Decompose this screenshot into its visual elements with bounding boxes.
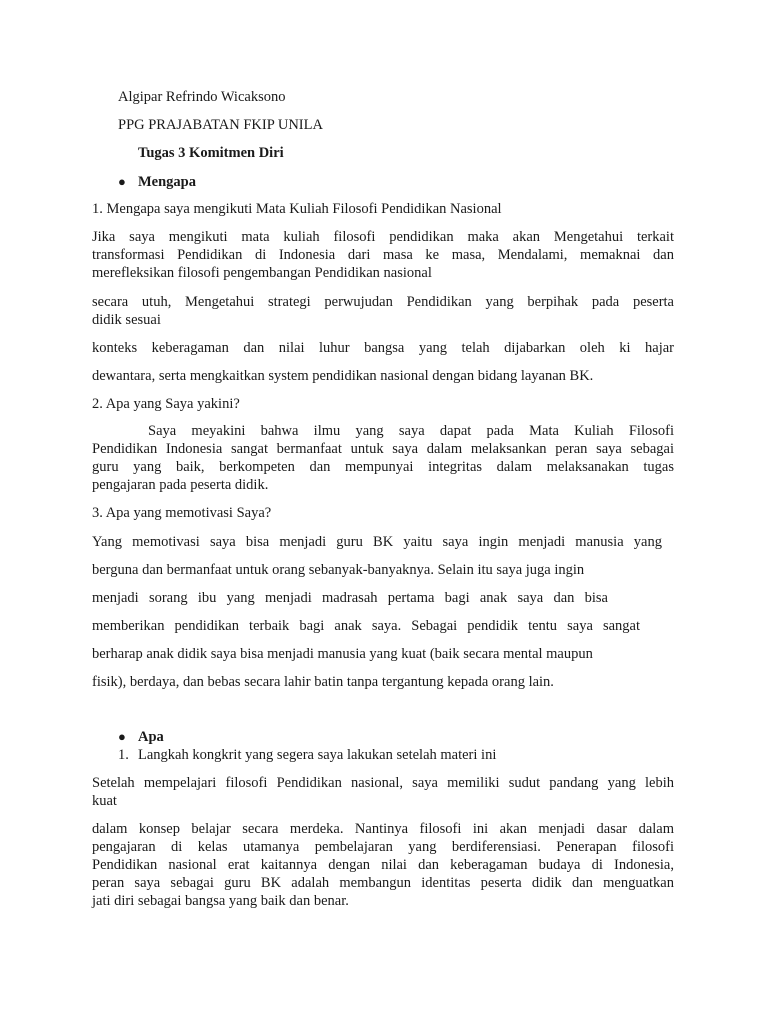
author-name: Algipar Refrindo Wicaksono [118,89,286,105]
answer-1b-line: secara utuh, Mengetahui strategi perwujudan Pendidikan yang berpihak pada peserta [92,294,674,310]
bullet-dot-icon: ● [118,729,126,744]
answer-3-line: berharap anak didik saya bisa menjadi manusia yang kuat (baik secara mental maupun [92,646,593,662]
apa-paragraph-2-line: jati diri sebagai bangsa yang baik dan benar. [92,893,349,909]
answer-3-line: Yang memotivasi saya bisa menjadi guru BK yaitu saya ingin menjadi manusia yang [92,534,662,550]
question-2: 2. Apa yang Saya yakini? [92,396,240,412]
section-heading-apa: Apa [138,729,164,745]
answer-2-line: Saya meyakini bahwa ilmu yang saya dapat pada Mata Kuliah Filosofi [148,423,674,439]
apa-paragraph-2-line: Pendidikan nasional erat kaitannya dengan nilai dan keberagaman budaya di Indonesia, [92,857,674,873]
answer-3-line: menjadi sorang ibu yang menjadi madrasah pertama bagi anak saya dan bisa [92,590,608,606]
answer-1b-line: didik sesuai [92,312,161,328]
apa-paragraph-2-line: pengajaran di kelas utamanya pembelajaran yang berdiferensiasi. Penerapan filosofi [92,839,674,855]
answer-1-line: merefleksikan filosofi pengembangan Pendidikan nasional [92,265,432,281]
answer-2-line: guru yang baik, berkompeten dan mempunyai integritas dalam melaksanakan tugas [92,459,674,475]
answer-3-line: fisik), berdaya, dan bebas secara lahir batin tanpa tergantung kepada orang lain. [92,674,554,690]
bullet-dot-icon: ● [118,174,126,189]
list-item-number: 1. [118,747,129,763]
answer-2-line: Pendidikan Indonesia sangat bermanfaat untuk saya dalam melaksankan peran saya sebagai [92,441,674,457]
answer-3-line: memberikan pendidikan terbaik bagi anak saya. Sebagai pendidik tentu saya sangat [92,618,640,634]
section-heading-mengapa: Mengapa [138,174,196,190]
answer-1c-line: konteks keberagaman dan nilai luhur bangsa yang telah dijabarkan oleh ki hajar [92,340,674,356]
answer-1-line: Jika saya mengikuti mata kuliah filosofi pendidikan maka akan Mengetahui terkait [92,229,674,245]
apa-paragraph-1-line: Setelah mempelajari filosofi Pendidikan nasional, saya memiliki sudut pandang yang lebih [92,775,674,791]
answer-2-line: pengajaran pada peserta didik. [92,477,269,493]
document-title: Tugas 3 Komitmen Diri [138,145,284,161]
answer-1-line: transformasi Pendidikan di Indonesia dari masa ke masa, Mendalami, memaknai dan [92,247,674,263]
answer-1d-line: dewantara, serta mengkaitkan system pendidikan nasional dengan bidang layanan BK. [92,368,594,384]
list-item-text: Langkah kongkrit yang segera saya lakukan setelah materi ini [138,747,497,763]
apa-paragraph-2-line: peran saya sebagai guru BK adalah membangun identitas peserta didik dan menguatkan [92,875,674,891]
answer-3-line: berguna dan bermanfaat untuk orang sebanyak-banyaknya. Selain itu saya juga ingin [92,562,585,578]
question-3: 3. Apa yang memotivasi Saya? [92,505,272,521]
program-name: PPG PRAJABATAN FKIP UNILA [118,117,323,133]
question-1: 1. Mengapa saya mengikuti Mata Kuliah Filosofi Pendidikan Nasional [92,201,502,217]
apa-paragraph-1-line: kuat [92,793,117,809]
apa-paragraph-2-line: dalam konsep belajar secara merdeka. Nantinya filosofi ini akan menjadi dasar dalam [92,821,674,837]
